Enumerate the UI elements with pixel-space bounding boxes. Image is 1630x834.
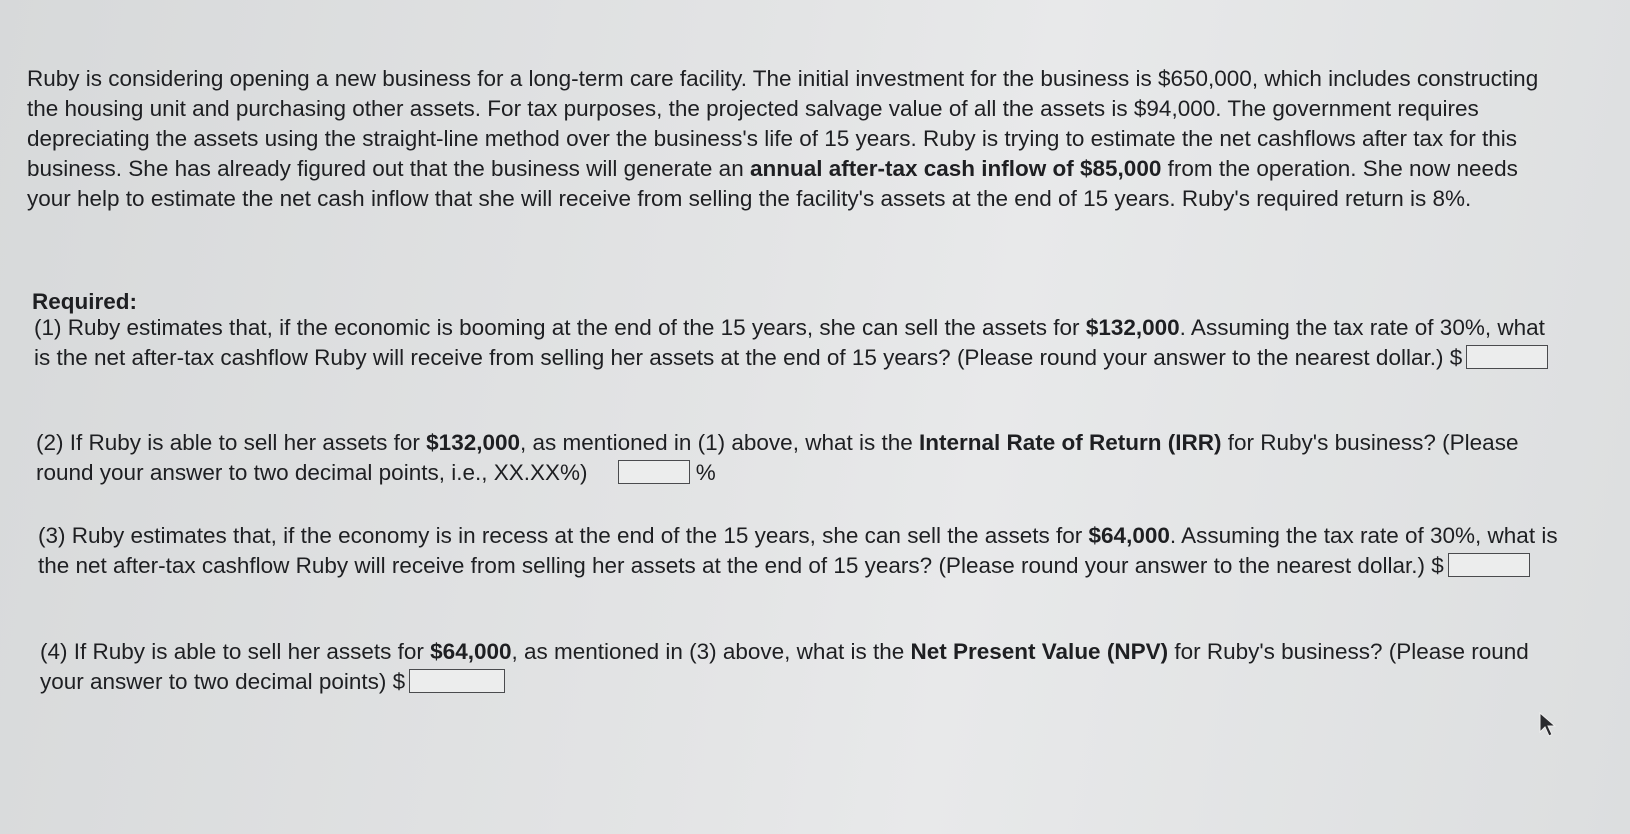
q4-answer-input[interactable] <box>409 669 505 693</box>
question-1 <box>34 313 1554 373</box>
problem-intro <box>27 64 1557 214</box>
q2-text-1: (2) If Ruby is able to sell her assets for <box>36 430 427 455</box>
q3-text-1: (3) Ruby estimates that, if the economy is in recess at the end of the 15 years, she can sell the assets for <box>38 523 1089 548</box>
q2-irr-term: Internal Rate of Return (IRR) <box>919 430 1222 455</box>
q1-answer-input[interactable] <box>1466 345 1548 369</box>
q2-text-2: , as mentioned in (1) above, what is the <box>520 430 919 455</box>
question-2 <box>36 428 1556 488</box>
q2-percent-sign: % <box>695 460 716 485</box>
q4-sale-price: $64,000 <box>430 639 512 664</box>
q1-text-2: . Assuming the tax rate of 30%, what is the net after-tax cashflow Ruby will receive from selling her assets at the end of 15 years? (Please round your answer to the nearest dollar.) <box>34 315 1545 370</box>
question-3 <box>38 521 1558 581</box>
q4-text-2: , as mentioned in (3) above, what is the <box>511 639 911 664</box>
intro-annual-inflow: annual after-tax cash inflow of $85,000 <box>749 156 1162 181</box>
question-4 <box>40 637 1560 697</box>
q1-text-1: (1) Ruby estimates that, if the economic is booming at the end of the 15 years, she can sell the assets for <box>34 315 1086 340</box>
mouse-pointer-icon <box>1538 712 1556 738</box>
q4-text-1: (4) If Ruby is able to sell her assets for <box>40 639 431 664</box>
q2-sale-price: $132,000 <box>426 430 521 455</box>
q1-dollar-sign: $ <box>1449 345 1463 370</box>
intro-text-1: Ruby is considering opening a new business for a long-term care facility. The initial investment for the business is $650,000, which includes constructing the housing unit and purchasing other assets. For tax purposes, the projected salvage value of all the assets is $94,000. The government requires depreciating the assets using the straight-line method over the business's life of 15 years. Ruby is trying to estimate the net cashflows after tax for this business. She has already figured out that the business will generate an <box>27 66 1539 181</box>
q4-text-3: for Ruby's business? (Please round your answer to two decimal points) <box>40 639 1529 694</box>
intro-text-3: from the operation. She now needs your help to estimate the net cash inflow that she will receive from selling the facility's assets at the end of 15 years. Ruby's required return is 8%. <box>27 156 1518 211</box>
q4-dollar-sign: $ <box>392 669 406 694</box>
q4-npv-term: Net Present Value (NPV) <box>910 639 1169 664</box>
q3-sale-price: $64,000 <box>1088 523 1170 548</box>
required-heading: Required: <box>32 289 138 314</box>
q2-answer-input[interactable] <box>618 460 690 484</box>
q3-answer-input[interactable] <box>1448 553 1530 577</box>
q3-dollar-sign: $ <box>1431 553 1444 578</box>
q2-text-3: for Ruby's business? (Please round your answer to two decimal points, i.e., XX.XX%) <box>36 430 1519 485</box>
q1-sale-price: $132,000 <box>1085 315 1180 340</box>
q3-text-2: . Assuming the tax rate of 30%, what is the net after-tax cashflow Ruby will receive from selling her assets at the end of 15 years? (Please round your answer to the nearest dollar.) <box>38 523 1558 578</box>
